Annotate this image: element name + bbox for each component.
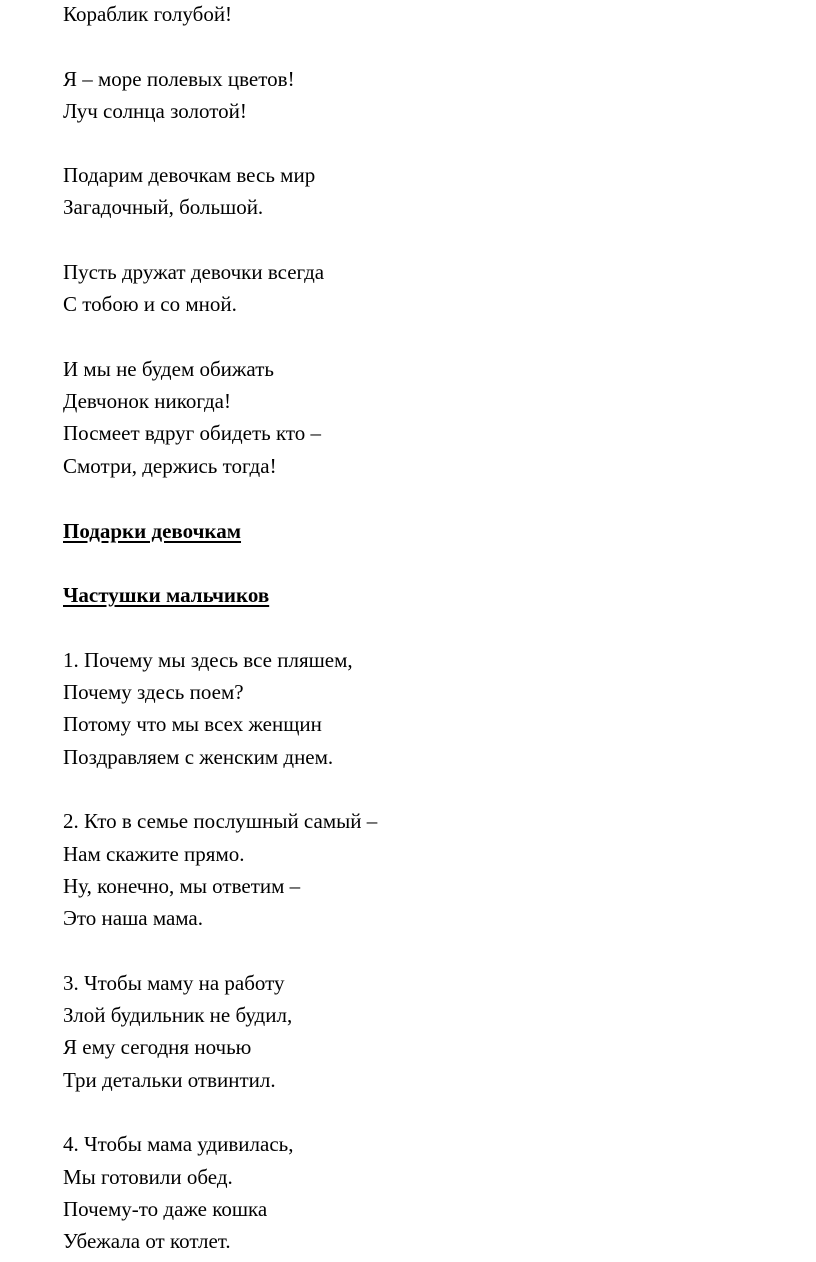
poem-line: Луч солнца золотой! [63, 99, 247, 123]
verse-line: 3. Чтобы маму на работу [63, 971, 285, 995]
poem-line: Загадочный, большой. [63, 195, 264, 219]
poem-line: Я – море полевых цветов! [63, 67, 295, 91]
verse-line: Поздравляем с женским днем. [63, 745, 334, 769]
verse-line: 2. Кто в семье послушный самый – [63, 809, 378, 833]
verse-line: Потому что мы всех женщин [63, 712, 322, 736]
verse-line: Три детальки отвинтил. [63, 1068, 276, 1092]
verse-line: 1. Почему мы здесь все пляшем, [63, 648, 353, 672]
poem-line: С тобою и со мной. [63, 292, 237, 316]
verse-line: Убежала от котлет. [63, 1229, 231, 1253]
verse-line: Ну, конечно, мы ответим – [63, 874, 301, 898]
section-heading-gifts: Подарки девочкам [63, 519, 242, 543]
poem-line: Посмеет вдруг обидеть кто – [63, 421, 322, 445]
verse-line: Нам скажите прямо. [63, 842, 245, 866]
verse-line: 4. Чтобы мама удивилась, [63, 1132, 294, 1156]
verse-line: Почему-то даже кошка [63, 1197, 268, 1221]
verse-line: Злой будильник не будил, [63, 1003, 293, 1027]
verse-line: Почему здесь поем? [63, 680, 244, 704]
poem-line: Смотри, держись тогда! [63, 454, 277, 478]
verse-line: Я ему сегодня ночью [63, 1035, 252, 1059]
poem-line: Подарим девочкам весь мир [63, 163, 316, 187]
verse-line: Это наша мама. [63, 906, 203, 930]
verse-line: Мы готовили обед. [63, 1165, 233, 1189]
poem-line: Девчонок никогда! [63, 389, 231, 413]
poem-line: Пусть дружат девочки всегда [63, 260, 325, 284]
poem-line: Кораблик голубой! [63, 2, 233, 26]
poem-line: И мы не будем обижать [63, 357, 274, 381]
section-heading-chastushki: Частушки мальчиков [63, 583, 270, 607]
